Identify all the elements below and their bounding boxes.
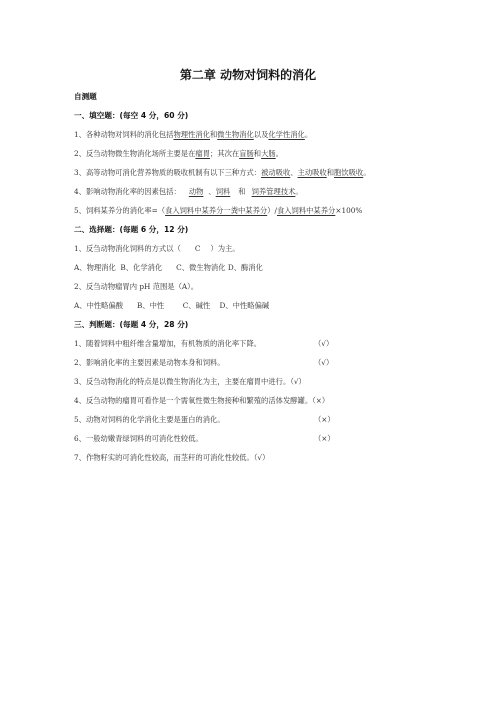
self-test-heading: 自测题: [74, 92, 97, 101]
q3-answer-1: 被动吸收: [261, 168, 291, 177]
q1-text-g: 。: [304, 130, 313, 139]
true-false-item: [74, 339, 334, 349]
mc1-text-a: 1、反刍动物消化饲料的方式以（: [74, 244, 181, 253]
q2-text-e: 和: [253, 149, 262, 158]
chapter-title: 第二章 动物对饲料的消化: [179, 68, 317, 82]
true-false-text: 1、随着饲料中粗纤维含量增加，有机物质的消化率下降。: [74, 339, 262, 348]
q5-answer-1: 食入饲料中某养分一粪中某养分: [165, 206, 268, 215]
true-false-item: [74, 434, 335, 444]
true-false-text: 2、影响消化率的主要因素是动物本身和饲料。: [74, 358, 225, 367]
q1-answer-3: 化学性消化: [268, 130, 305, 139]
q1-answer-2: 微生物消化: [217, 130, 254, 139]
q5-answer-2: 食入饲料中某养分: [276, 206, 336, 215]
fill-question-5: [74, 206, 362, 216]
q5-text-e: ×100%: [335, 206, 363, 215]
true-false-item: [74, 415, 335, 425]
fill-question-4: [74, 187, 303, 197]
q5-text-a: 5、饲料某养分的消化率=（: [74, 206, 166, 215]
fill-blank-heading: 一、填空题：(每空 4 分，60 分): [74, 111, 189, 120]
true-false-item: [74, 453, 269, 463]
q2-text-g: 。: [275, 149, 283, 158]
q1-text-e: 以及: [253, 130, 269, 139]
q2-text-c: ；其次在: [210, 149, 240, 158]
q2-answer-1: 瘤胃: [195, 149, 210, 158]
q4-text-a: 4、影响动物消化率的因素包括：: [74, 187, 181, 196]
true-false-mark: （×）: [312, 396, 330, 405]
multiple-choice-heading: 二、选择题：(每题 6 分，12 分): [74, 225, 189, 234]
choice-question-1-options: A、物理消化 B、化学消化 C、微生物消化 D、酶消化: [74, 263, 263, 272]
true-false-text: 3、反刍动物消化的特点是以微生物消化为主，主要在瘤胃中进行。: [74, 377, 291, 386]
true-false-text: 6、一般幼嫩青绿饲料的可消化性较低。: [74, 434, 203, 443]
true-false-mark: （×）: [314, 434, 335, 443]
choice-question-1: [74, 244, 240, 254]
true-false-text: 7、作物籽实的可消化性较高，而茎秆的可消化性较低。: [74, 453, 254, 462]
q1-answer-1: 物理性消化: [173, 130, 210, 139]
mc1-text-c: ）为主。: [210, 244, 240, 253]
q3-answer-2: 主动吸收: [297, 168, 327, 177]
q2-text-a: 2、反刍动物微生物消化场所主要是在: [74, 149, 196, 158]
true-false-heading: 三、判断题：(每题 4 分，28 分): [74, 320, 189, 329]
true-false-item: [74, 396, 329, 406]
true-false-mark: （√）: [314, 358, 334, 367]
q3-text-c: 、: [290, 168, 298, 177]
q2-answer-2: 盲肠: [239, 149, 254, 158]
true-false-text: 5、动物对饲料的化学消化主要是蛋白的消化。: [74, 415, 225, 424]
fill-question-1: [74, 130, 312, 140]
q2-answer-3: 大肠: [261, 149, 276, 158]
q3-text-g: 。: [363, 168, 371, 177]
q3-text-a: 3、高等动物可消化营养物质的吸收机制有以下三种方式：: [74, 168, 262, 177]
q1-text-c: 和: [210, 130, 218, 139]
true-false-text: 4、反刍动物的瘤胃可看作是一个需氧性微生物接种和繁殖的活体发酵罐。: [74, 396, 313, 405]
q1-text-a: 1、各种动物对饲料的消化包括: [74, 130, 174, 139]
true-false-item: [74, 377, 306, 387]
true-false-item: [74, 358, 334, 368]
true-false-mark: （√）: [253, 453, 270, 462]
q4-answer-3: 饲养管理技术: [251, 187, 296, 196]
q4-answer-2: 饲料: [215, 187, 231, 196]
true-false-mark: （√）: [290, 377, 306, 386]
q5-text-c: ）/: [267, 206, 277, 215]
q3-answer-3: 胞饮吸收: [334, 168, 364, 177]
q4-text-g: 。: [295, 187, 303, 196]
true-false-mark: （√）: [314, 339, 334, 348]
q3-text-e: 和: [326, 168, 335, 177]
fill-question-2: [74, 149, 283, 159]
q4-answer-1: 动物: [188, 187, 204, 196]
true-false-mark: （×）: [314, 415, 335, 424]
q4-text-c: 、: [208, 187, 216, 196]
mc1-answer: C: [194, 244, 201, 253]
fill-question-3: [74, 168, 371, 178]
choice-question-2-options: A、中性略偏酸 B、中性 C、碱性 D、中性略偏碱: [74, 301, 270, 310]
q4-text-e: 和: [238, 187, 246, 196]
choice-question-2: 2、反刍动物瘤胃内 pH 范围是（A）。: [74, 282, 199, 291]
